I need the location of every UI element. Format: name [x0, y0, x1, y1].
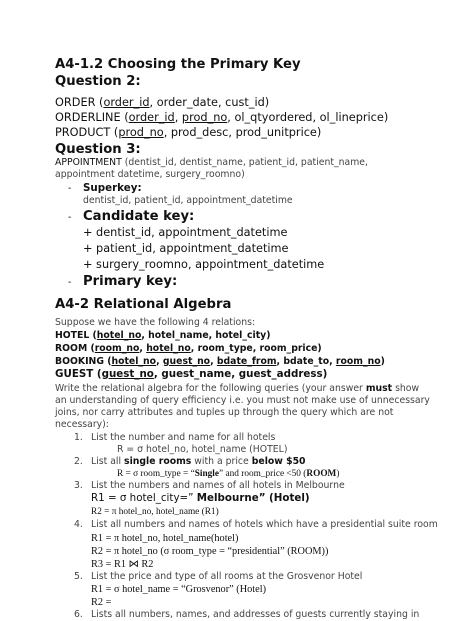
query-4-r3: R3 = R1 ⋈ R2: [91, 559, 154, 570]
intro-text: Suppose we have the following 4 relations:: [55, 317, 256, 328]
bullet: -: [68, 212, 72, 223]
query-4-r2: R2 = π hotel_no (σ room_type = “presidential” (ROOM)): [91, 546, 329, 557]
relation-room: ROOM (room_no, hotel_no, room_type, room_price): [55, 343, 322, 354]
query-2-text: List all single rooms with a price below $50: [91, 456, 306, 467]
relation-appointment: APPOINTMENT (dentist_id, dentist_name, patient_id, patient_name,: [55, 157, 368, 168]
relation-guest: GUEST (guest_no, guest_name, guest_address): [55, 368, 328, 380]
query-4-text: List all numbers and names of hotels which have a presidential suite room: [91, 519, 438, 530]
section-title-relational-algebra: A4-2 Relational Algebra: [55, 297, 232, 312]
superkey-value: dentist_id, patient_id, appointment_datetime: [83, 195, 293, 206]
query-3-r2: R2 = π hotel_no, hotel_name (R1): [91, 507, 219, 517]
candidate-key-2: + patient_id, appointment_datetime: [83, 242, 289, 255]
query-number: 5.: [74, 571, 83, 582]
query-5-text: List the price and type of all rooms at the Grosvenor Hotel: [91, 571, 363, 582]
candidate-key-label: Candidate key:: [83, 209, 195, 224]
query-3-text: List the numbers and names of all hotels in Melbourne: [91, 480, 345, 491]
query-1-text: List the number and name for all hotels: [91, 432, 276, 443]
relation-orderline: ORDERLINE (order_id, prod_no, ol_qtyordered, ol_lineprice): [55, 111, 389, 124]
relation-hotel: HOTEL (hotel_no, hotel_name, hotel_city): [55, 330, 271, 341]
instructions-line-1: Write the relational algebra for the following queries (your answer must show: [55, 383, 420, 394]
query-number: 6.: [74, 609, 83, 620]
query-number: 1.: [74, 432, 83, 443]
relation-product: PRODUCT (prod_no, prod_desc, prod_unitprice): [55, 126, 322, 139]
primary-key-label: Primary key:: [83, 274, 178, 289]
query-number: 2.: [74, 456, 83, 467]
query-4-r1: R1 = π hotel_no, hotel_name(hotel): [91, 533, 239, 544]
question-2-title: Question 2:: [55, 74, 141, 89]
instructions-line-4: necessary):: [55, 419, 109, 430]
instructions-line-3: joins, nor carry attributes and tuples up through the query which are not: [55, 407, 394, 418]
relation-appointment-cont: appointment datetime, surgery_roomno): [55, 169, 245, 180]
query-6-line-1: Lists all numbers, names, and addresses of guests currently staying in: [91, 609, 420, 620]
candidate-key-3: + surgery_roomno, appointment_datetime: [83, 258, 325, 271]
query-1-answer: R = σ hotel_no, hotel_name (HOTEL): [117, 444, 288, 455]
superkey-label: Superkey:: [83, 182, 142, 194]
query-number: 4.: [74, 519, 83, 530]
instructions-line-2: an understanding of query efficiency i.e. you must not make use of unnecessary: [55, 395, 430, 406]
section-title-primary-key: A4-1.2 Choosing the Primary Key: [55, 57, 301, 72]
query-3-r1: R1 = σ hotel_city=” Melbourne” (Hotel): [91, 492, 310, 504]
candidate-key-1: + dentist_id, appointment_datetime: [83, 226, 288, 239]
query-5-r1: R1 = σ hotel_name = “Grosvenor” (Hotel): [91, 584, 267, 595]
relation-order: ORDER (order_id, order_date, cust_id): [55, 96, 270, 109]
bullet: -: [68, 183, 72, 194]
bullet: -: [68, 277, 72, 288]
query-5-r2: R2 =: [91, 597, 112, 608]
question-3-title: Question 3:: [55, 142, 141, 157]
query-2-answer: R = σ room_type = “Single” and room_price <50 (ROOM): [117, 469, 340, 479]
query-number: 3.: [74, 480, 83, 491]
relation-booking: BOOKING (hotel_no, guest_no, bdate_from, bdate_to, room_no): [55, 356, 385, 367]
